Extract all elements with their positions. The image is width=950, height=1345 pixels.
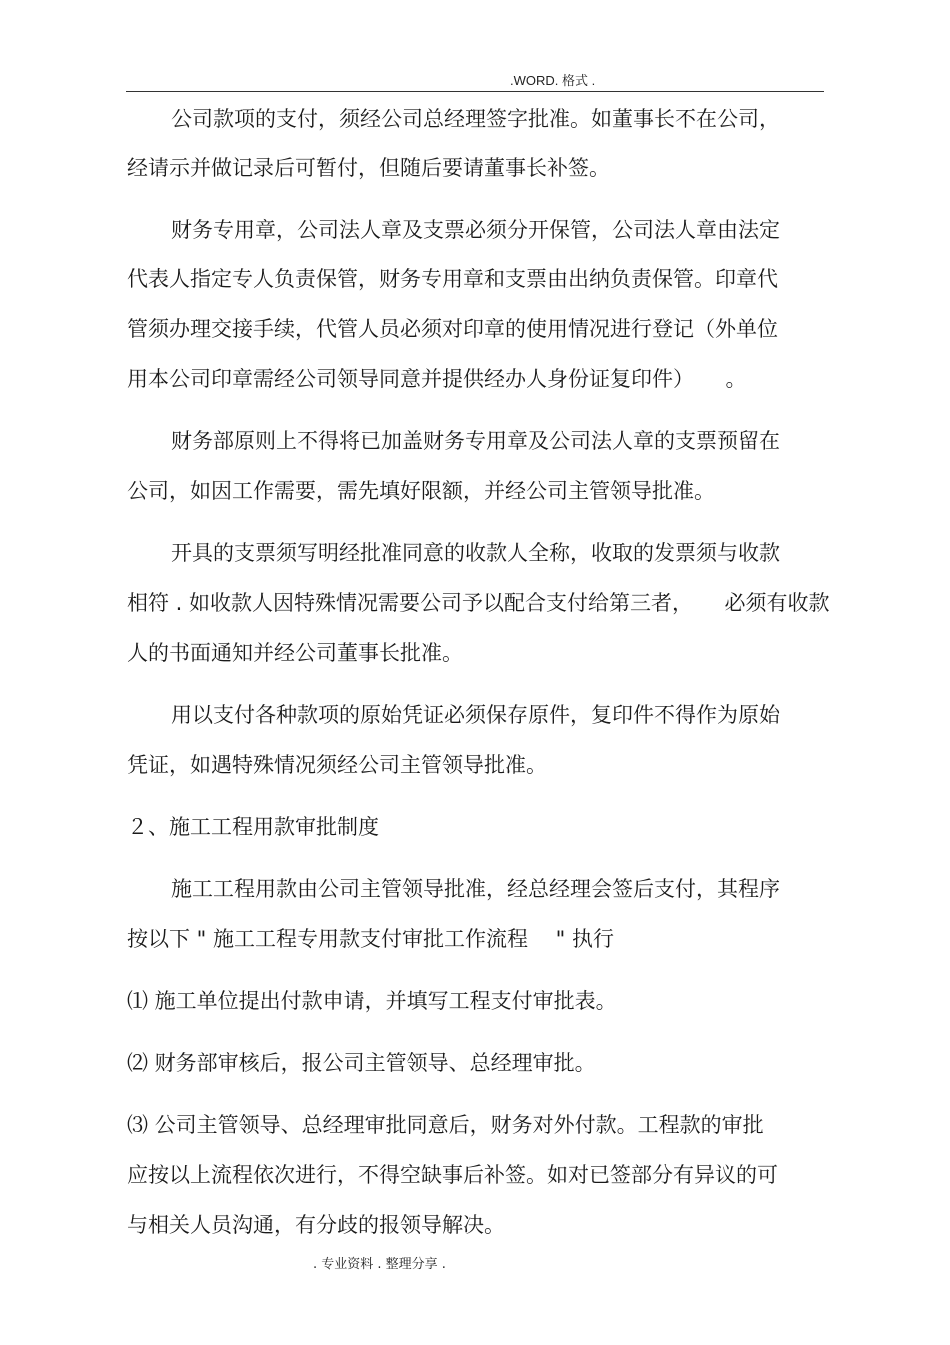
section-2-heading: ２、施工工程用款审批制度 — [127, 815, 379, 839]
paragraph-6-line-1: 施工工程用款由公司主管领导批准，经总经理会签后支付，其程序 — [171, 877, 780, 901]
paragraph-4-line-1: 开具的支票须写明经批准同意的收款人全称，收取的发票须与收款 — [171, 541, 780, 565]
paragraph-1-line-1: 公司款项的支付，须经公司总经理签字批准。如董事长不在公司， — [171, 107, 780, 131]
step-1: ⑴ 施工单位提出付款申请，并填写工程支付审批表。 — [127, 989, 617, 1013]
page-header: .WORD. 格式 . — [510, 73, 596, 88]
step-3-line-3: 与相关人员沟通，有分歧的报领导解决。 — [127, 1213, 505, 1237]
paragraph-2-line-4: 用本公司印章需经公司领导同意并提供经办人身份证复印件） 。 — [127, 367, 747, 391]
header-divider — [126, 91, 824, 92]
paragraph-2-line-1: 财务专用章，公司法人章及支票必须分开保管，公司法人章由法定 — [171, 218, 780, 242]
paragraph-6-line-2: 按以下 " 施工工程专用款支付审批工作流程 " 执行 — [127, 927, 615, 951]
paragraph-5-line-1: 用以支付各种款项的原始凭证必须保存原件，复印件不得作为原始 — [171, 703, 780, 727]
paragraph-5-line-2: 凭证，如遇特殊情况须经公司主管领导批准。 — [127, 753, 547, 777]
paragraph-2-line-3: 管须办理交接手续，代管人员必须对印章的使用情况进行登记（外单位 — [127, 317, 778, 341]
page-footer: . 专业资料 . 整理分享 . — [313, 1257, 446, 1272]
paragraph-3-line-2: 公司，如因工作需要，需先填好限额，并经公司主管领导批准。 — [127, 479, 715, 503]
step-2: ⑵ 财务部审核后，报公司主管领导、总经理审批。 — [127, 1051, 596, 1075]
paragraph-4-line-2: 相符 . 如收款人因特殊情况需要公司予以配合支付给第三者， 必须有收款 — [127, 591, 830, 615]
step-3-line-2: 应按以上流程依次进行，不得空缺事后补签。如对已签部分有异议的可 — [127, 1163, 778, 1187]
paragraph-2-line-2: 代表人指定专人负责保管，财务专用章和支票由出纳负责保管。印章代 — [127, 267, 778, 291]
paragraph-1-line-2: 经请示并做记录后可暂付，但随后要请董事长补签。 — [127, 156, 610, 180]
paragraph-3-line-1: 财务部原则上不得将已加盖财务专用章及公司法人章的支票预留在 — [171, 429, 780, 453]
paragraph-4-line-3: 人的书面通知并经公司董事长批准。 — [127, 641, 463, 665]
step-3-line-1: ⑶ 公司主管领导、总经理审批同意后，财务对外付款。工程款的审批 — [127, 1113, 764, 1137]
